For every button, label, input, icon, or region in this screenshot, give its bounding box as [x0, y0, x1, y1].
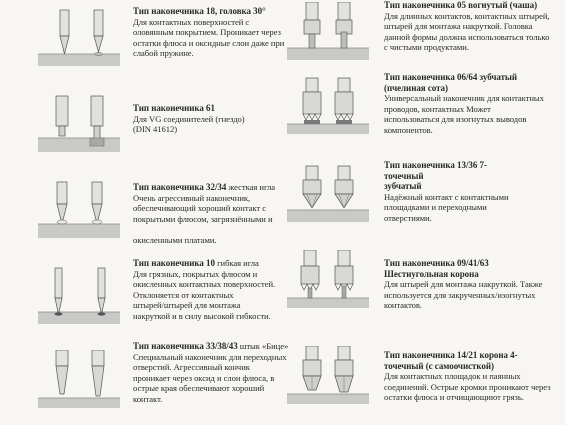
tip-13-36-line-1: Надёжный контакт с контактными	[384, 191, 509, 202]
tip-33-38-43-line-2: отверстий. Агрессивный кончик	[133, 362, 250, 373]
tip-14-21-line-2: соединений. Острые кромки проникают через	[384, 381, 551, 392]
tip-05-line-3: данной формы должна использоваться только	[384, 31, 550, 42]
tip-09-41-63-line-1: Для штырей для монтажа накруткой. Также	[384, 279, 543, 290]
tip-32-34-subtitle: жесткая игла	[226, 182, 275, 192]
tip-10-line-3: Отклоняется от контактных	[133, 289, 234, 300]
tip-32-34-line-1: Очень агрессивный наконечник,	[133, 192, 251, 203]
tip-09-41-63-title-2: Шестиугольная корона	[384, 268, 479, 279]
tip-05-text	[384, 0, 550, 53]
tip-33-38-43-line-3: проникает через оксид и слои флюса, в	[133, 372, 275, 383]
tip-14-21-title: Тип наконечника 14/21 корона 4-	[384, 350, 518, 360]
tip-18-title: Тип наконечника 18, головка 30°	[133, 6, 266, 16]
tip-09-41-63-title: Тип наконечника 09/41/63	[384, 258, 489, 268]
tip-06-64-line-1: Универсальный наконечник для контактных	[384, 93, 544, 104]
tip-32-34-line-5: окисленными платами.	[133, 234, 217, 245]
tip-06-64-title: Тип наконечника 06/64 зубчатый	[384, 72, 518, 82]
tip-13-36-title-2: зубчатый	[384, 181, 422, 192]
probe-tip-05-illustration	[287, 2, 369, 60]
tip-06-64-text	[384, 72, 544, 136]
tip-33-38-43-text	[133, 341, 288, 405]
tip-32-34-title: Тип наконечника 32/34	[133, 182, 227, 192]
tip-10-line-1: Для грязных, покрытых флюсом и	[133, 268, 258, 279]
tip-10-text	[133, 258, 275, 322]
tip-18-line-3: остатки флюса и оксидные слои даже при	[133, 37, 285, 48]
tip-18-line-4: слабой пружине.	[133, 48, 194, 59]
tip-61-text	[133, 103, 245, 135]
tip-06-64-line-2: проводов, контактных Может	[384, 103, 491, 114]
tip-18-text	[133, 6, 284, 59]
tip-09-41-63-line-3: контактов.	[384, 300, 423, 311]
probe-tip-32-34-illustration	[38, 180, 120, 238]
tip-13-36-line-3: отверстиями.	[384, 212, 432, 223]
tip-18-line-1: Для контактных поверхностей с	[133, 16, 250, 27]
probe-tip-10-illustration	[38, 266, 120, 324]
tip-10-subtitle: гибкая игла	[214, 258, 259, 268]
tip-10-line-4: штырей/штырей для монтажа	[133, 300, 241, 311]
tip-61-line-1: Для VG соединителей (гнездо)	[133, 113, 245, 124]
tip-06-64-line-3: использоваться для изогнутых выводов	[384, 114, 527, 125]
tip-14-21-line-1: Для контактных площадок и паянных	[384, 371, 521, 382]
tip-14-21-line-3: остатки флюса и отчищающиют грязь.	[384, 392, 524, 403]
tip-32-34-text	[133, 182, 275, 246]
tip-32-34-line-3: покрытыми флюсом, загрязнёнными и	[133, 213, 273, 224]
tip-18-line-2: оловянным покрытием. Проникает через	[133, 27, 281, 38]
tip-05-line-1: Для длинных контактов, контактных штырей,	[384, 10, 550, 21]
tip-32-34-line-2: обеспечивающий хороший контакт с	[133, 203, 266, 214]
tip-14-21-text	[384, 350, 550, 403]
tip-13-36-title: Тип наконечника 13/36 7-точечный	[384, 160, 487, 181]
probe-tip-09-41-63-illustration	[287, 250, 369, 308]
tip-05-title: Тип наконечника 05 вогнутый (чаша)	[384, 0, 538, 10]
tip-10-title: Тип наконечника 10	[133, 258, 215, 268]
tip-05-line-2: штырей для монтажа накруткой. Головка	[384, 21, 533, 32]
tip-10-line-5: накруткой и в силу высокой гибкости.	[133, 310, 271, 321]
tip-32-34-line-4	[133, 224, 275, 235]
probe-tip-14-21-illustration	[287, 346, 369, 404]
probe-tip-33-38-43-illustration	[38, 350, 120, 408]
tip-61-title: Тип наконечника 61	[133, 103, 215, 113]
tip-09-41-63-line-2: используется для закрученных/изогнутых	[384, 289, 536, 300]
tip-09-41-63-text	[384, 258, 542, 311]
tip-33-38-43-title: Тип наконечника 33/38/43	[133, 341, 238, 351]
tip-05-line-4: с чистыми продуктами.	[384, 42, 469, 53]
tip-13-36-text	[384, 160, 509, 224]
tip-61-line-2: (DIN 41612)	[133, 124, 178, 135]
probe-tip-61-illustration	[38, 94, 120, 152]
tip-10-line-2: окисленных контактных поверхностей.	[133, 279, 276, 290]
tip-06-64-line-4: компонентов.	[384, 124, 433, 135]
tip-33-38-43-line-4: острые края обеспечивают хороший	[133, 383, 265, 394]
tip-14-21-title-2: точечный (с самоочисткой)	[384, 360, 494, 371]
tip-33-38-43-line-5: контакт.	[133, 393, 163, 404]
probe-tip-06-64-illustration	[287, 76, 369, 134]
tip-06-64-title-2: (пчелиная сота)	[384, 82, 448, 93]
tip-33-38-43-line-1: Специальный наконечник для переходных	[133, 351, 287, 362]
probe-tip-18-illustration	[38, 8, 120, 66]
tip-33-38-43-subtitle: штык «Бице»	[237, 341, 289, 351]
tip-13-36-line-2: площадками и переходными	[384, 202, 487, 213]
probe-tip-13-36-illustration	[287, 164, 369, 222]
